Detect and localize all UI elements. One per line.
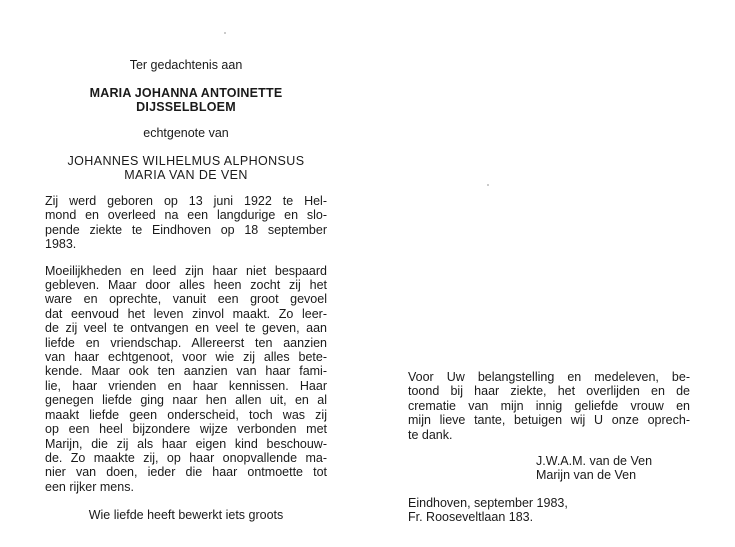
bio-line: mond en overleed na een langdurige en slo- xyxy=(45,208,327,223)
address: Fr. Rooseveltlaan 183. xyxy=(408,510,534,525)
tribute-line: kende. Maar ook ten aanzien van haar fami- xyxy=(45,364,327,379)
tribute-line: nier van doen, ieder die haar ontmoette tot xyxy=(45,465,327,480)
tribute-paragraph xyxy=(45,264,327,495)
intro-text: Ter gedachtenis aan xyxy=(129,58,243,72)
tribute-line: Moeilijkheden en leed zijn haar niet bespaard xyxy=(45,263,327,278)
bio-paragraph xyxy=(45,194,327,252)
thanks-line: toond bij haar ziekte, het overlijden en de xyxy=(408,384,690,399)
signatory-1: J.W.A.M. van de Ven xyxy=(536,454,653,469)
left-panel xyxy=(45,58,327,522)
spouse-of-text: echtgenote van xyxy=(143,126,229,140)
tribute-line: dat eenvoud het leven zinvol maakt. Zo leer- xyxy=(45,306,327,321)
bio-line: pende ziekte te Eindhoven op 18 september xyxy=(45,222,327,237)
tribute-line: liefde en vriendschap. Allereerst ten aanzien xyxy=(45,335,327,350)
husband-name-line2: MARIA VAN DE VEN xyxy=(124,168,248,182)
deceased-name-line1: MARIA JOHANNA ANTOINETTE xyxy=(89,86,283,100)
thanks-line: mijn lieve tante, betuigen wij U onze oprech- xyxy=(408,413,690,428)
closing-quote: Wie liefde heeft bewerkt iets groots xyxy=(88,508,284,523)
tribute-line: Marijn, die zij als haar eigen kind beschouw- xyxy=(45,436,327,451)
tribute-line: maakt liefde geen onderscheid, toch was zij xyxy=(45,407,327,422)
tribute-line: een rijker mens. xyxy=(45,479,134,494)
thanks-line: crematie van mijn innig geliefde vrouw en xyxy=(408,398,690,413)
tribute-line: gebleven. Maar door alles heen zocht zij het xyxy=(45,278,327,293)
tribute-line: ware en oprechte, vanuit een groot gevoel xyxy=(45,292,327,307)
paper-speck xyxy=(487,184,489,186)
thanks-line: te dank. xyxy=(408,427,453,442)
thanks-paragraph xyxy=(408,370,690,442)
thanks-line: Voor Uw belangstelling en medeleven, be- xyxy=(408,370,690,384)
tribute-line: de zij veel te ontvangen en veel te geven, aan xyxy=(45,321,327,336)
paper-speck xyxy=(224,32,226,34)
place-date: Eindhoven, september 1983, xyxy=(408,496,568,511)
tribute-line: van haar echtgenoot, voor wie zij alles bete- xyxy=(45,350,327,365)
tribute-line: lie, haar vrienden en haar kennissen. Haar xyxy=(45,378,327,393)
deceased-name-line2: DIJSSELBLOEM xyxy=(136,100,236,114)
tribute-line: op een heel bijzondere wijze verbonden met xyxy=(45,422,327,437)
right-panel xyxy=(408,370,690,524)
bio-line: 1983. xyxy=(45,237,77,252)
husband-name-line1: JOHANNES WILHELMUS ALPHONSUS xyxy=(67,154,305,168)
tribute-line: de. Zo maakte zij, op haar onopvallende ma- xyxy=(45,450,327,465)
signatory-2: Marijn van de Ven xyxy=(536,468,637,483)
tribute-line: genegen liefde ging naar hen allen uit, en al xyxy=(45,393,327,408)
bio-line: Zij werd geboren op 13 juni 1922 te Hel- xyxy=(45,194,327,208)
